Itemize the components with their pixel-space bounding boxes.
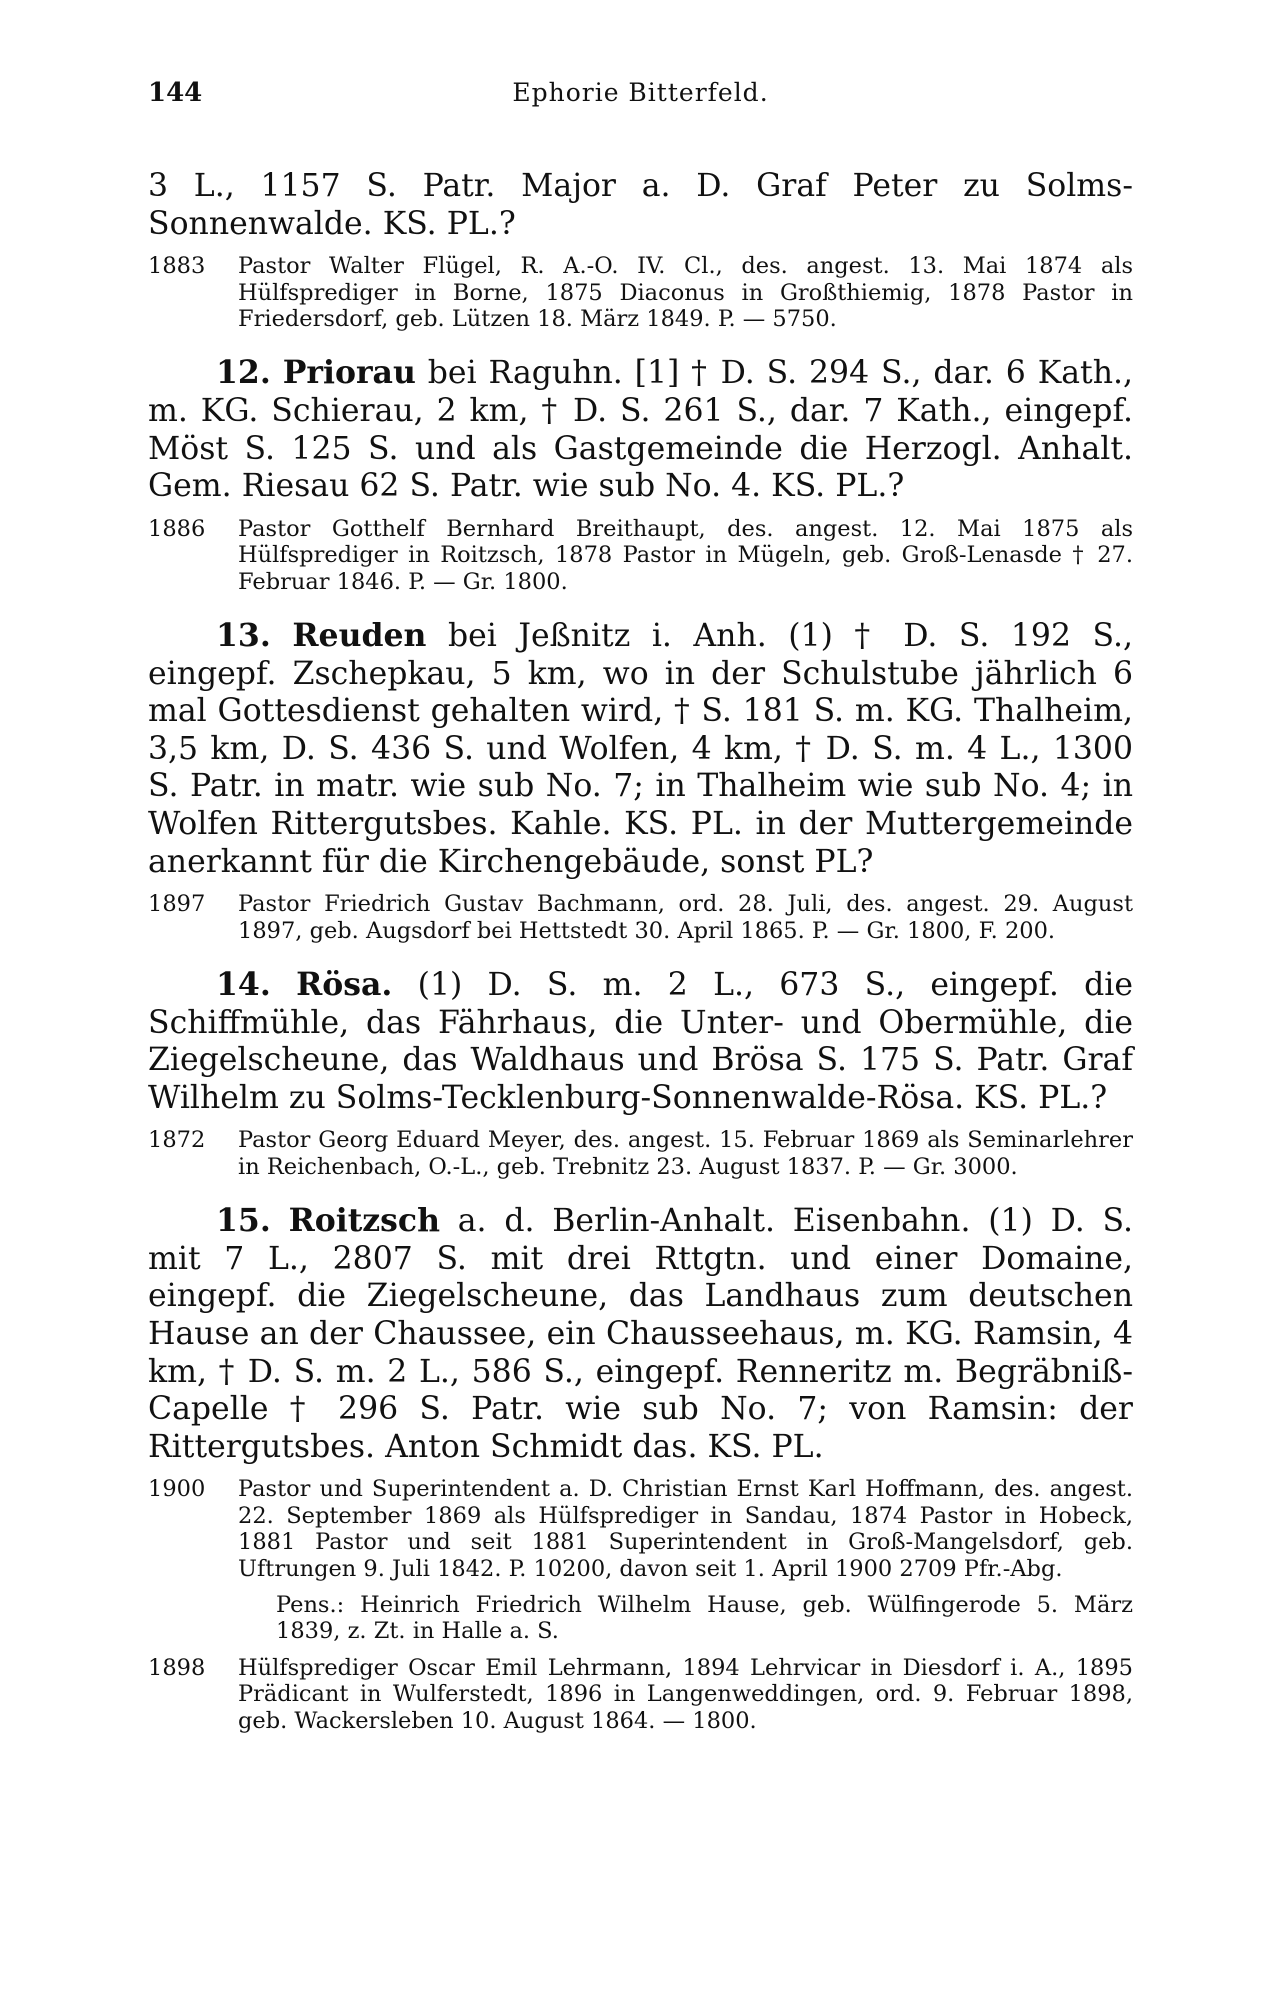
entry-year: 1898 (148, 1654, 206, 1681)
clergy-entry (148, 891, 1133, 944)
entry-text: Pastor Friedrich Gustav Bachmann, ord. 28. Juli, des. angest. 29. August 1897, geb. Augsdorf bei Hettstedt 30. April 1865. P. — Gr. 1800, F. 200. (238, 891, 1133, 944)
parish-title: Reuden (292, 617, 427, 654)
clergy-entry (148, 1655, 1133, 1734)
clergy-entry (148, 1127, 1133, 1180)
entry-year: 1897 (148, 891, 206, 918)
section-number: 12. (216, 354, 271, 392)
section-15-paragraph: 15. Roitzsch a. d. Berlin-Anhalt. Eisenbahn. (1) D. S. mit 7 L., 2807 S. mit drei Rttgtn. und einer Domaine, eingepf. die Ziegelscheune, das Landhaus zum deutschen Hause an der Chaussee, ein Chausseehaus, m. KG. Ramsin, 4 km, † D. S. m. 2 L., 586 S., eingepf. Renneritz m. Begräbniß-Capelle † 296 S. Patr. wie sub No. 7; von Ramsin: der Rittergutsbes. Anton Schmidt das. KS. PL. (148, 1202, 1133, 1465)
entry-year: 1886 (148, 515, 206, 542)
parish-title: Priorau (282, 354, 416, 392)
entry-text: Pens.: Heinrich Friedrich Wilhelm Hause, geb. Wülfingerode 5. März 1839, z. Zt. in Halle a. S. (276, 1591, 1133, 1645)
entry-text: Pastor Gotthelf Bernhard Breithaupt, des. angest. 12. Mai 1875 als Hülfsprediger in Roitzsch, 1878 Pastor in Mügeln, geb. Groß-Lenasde † 27. Februar 1846. P. — Gr. 1800. (238, 515, 1133, 595)
body-text (148, 168, 1133, 1734)
pensioner-entry (148, 1592, 1133, 1645)
page-number: 144 (148, 78, 203, 108)
section-12-paragraph: 12. Priorau bei Raguhn. [1] † D. S. 294 S., dar. 6 Kath., m. KG. Schierau, 2 km, † D. S. 261 S., dar. 7 Kath., eingepf. Möst S. 125 S. und als Gastgemeinde die Herzogl. Anhalt. Gem. Riesau 62 S. Patr. wie sub No. 4. KS. PL.? (148, 354, 1134, 505)
section-number: 13. (216, 617, 271, 654)
clergy-entry (148, 1476, 1133, 1582)
parish-title: Rösa. (296, 965, 393, 1003)
clergy-entry (148, 253, 1133, 332)
page-header (148, 78, 1133, 118)
section-13-paragraph: 13. Reuden bei Jeßnitz i. Anh. (1) † D. S. 192 S., eingepf. Zschepkau, 5 km, wo in der Schulstube jährlich 6 mal Gottesdienst gehalten wird, † S. 181 S. m. KG. Thalheim, 3,5 km, D. S. 436 S. und Wolfen, 4 km, † D. S. m. 4 L., 1300 S. Patr. in matr. wie sub No. 7; in Thalheim wie sub No. 4; in Wolfen Rittergutsbes. Kahle. KS. PL. in der Muttergemeinde anerkannt für die Kirchengebäude, sonst PL? (148, 617, 1133, 880)
section-14-paragraph: 14. Rösa. (1) D. S. m. 2 L., 673 S., eingepf. die Schiffmühle, das Fährhaus, die Unter- und Obermühle, die Ziegelscheune, das Waldhaus und Brösa S. 175 S. Patr. Graf Wilhelm zu Solms-Tecklenburg-Sonnenwalde-Rösa. KS. PL.? (148, 965, 1134, 1116)
running-head: Ephorie Bitterfeld. (512, 78, 769, 107)
entry-text: Pastor und Superintendent a. D. Christian Ernst Karl Hoffmann, des. angest. 22. September 1869 als Hülfsprediger in Sandau, 1874 Pastor in Hobeck, 1881 Pastor und seit 1881 Superintendent in Groß-Mangelsdorf, geb. Uftrungen 9. Juli 1842. P. 10200, davon seit 1. April 1900 2709 Pfr.-Abg. (238, 1476, 1133, 1582)
section-number: 15. (216, 1202, 271, 1240)
entry-text: Hülfsprediger Oscar Emil Lehrmann, 1894 Lehrvicar in Diesdorf i. A., 1895 Prädicant in Wulferstedt, 1896 in Langenweddingen, ord. 9. Februar 1898, geb. Wackersleben 10. August 1864. — 1800. (238, 1654, 1133, 1734)
section-11-paragraph: 3 L., 1157 S. Patr. Major a. D. Graf Peter zu Solms-Sonnenwalde. KS. PL.? (148, 168, 1133, 242)
parish-title: Roitzsch (288, 1202, 440, 1240)
entry-year: 1872 (148, 1127, 206, 1154)
clergy-entry (148, 516, 1133, 595)
entry-text: Pastor Walter Flügel, R. A.-O. IV. Cl., des. angest. 13. Mai 1874 als Hülfsprediger in Borne, 1875 Diaconus in Großthiemig, 1878 Pastor in Friedersdorf, geb. Lützen 18. März 1849. P. — 5750. (238, 253, 1133, 332)
entry-year: 1900 (148, 1476, 206, 1503)
entry-year: 1883 (148, 253, 206, 280)
section-number: 14. (216, 965, 271, 1003)
entry-text: Pastor Georg Eduard Meyer, des. angest. 15. Februar 1869 als Seminarlehrer in Reichenbach, O.-L., geb. Trebnitz 23. August 1837. P. — Gr. 3000. (238, 1127, 1133, 1180)
